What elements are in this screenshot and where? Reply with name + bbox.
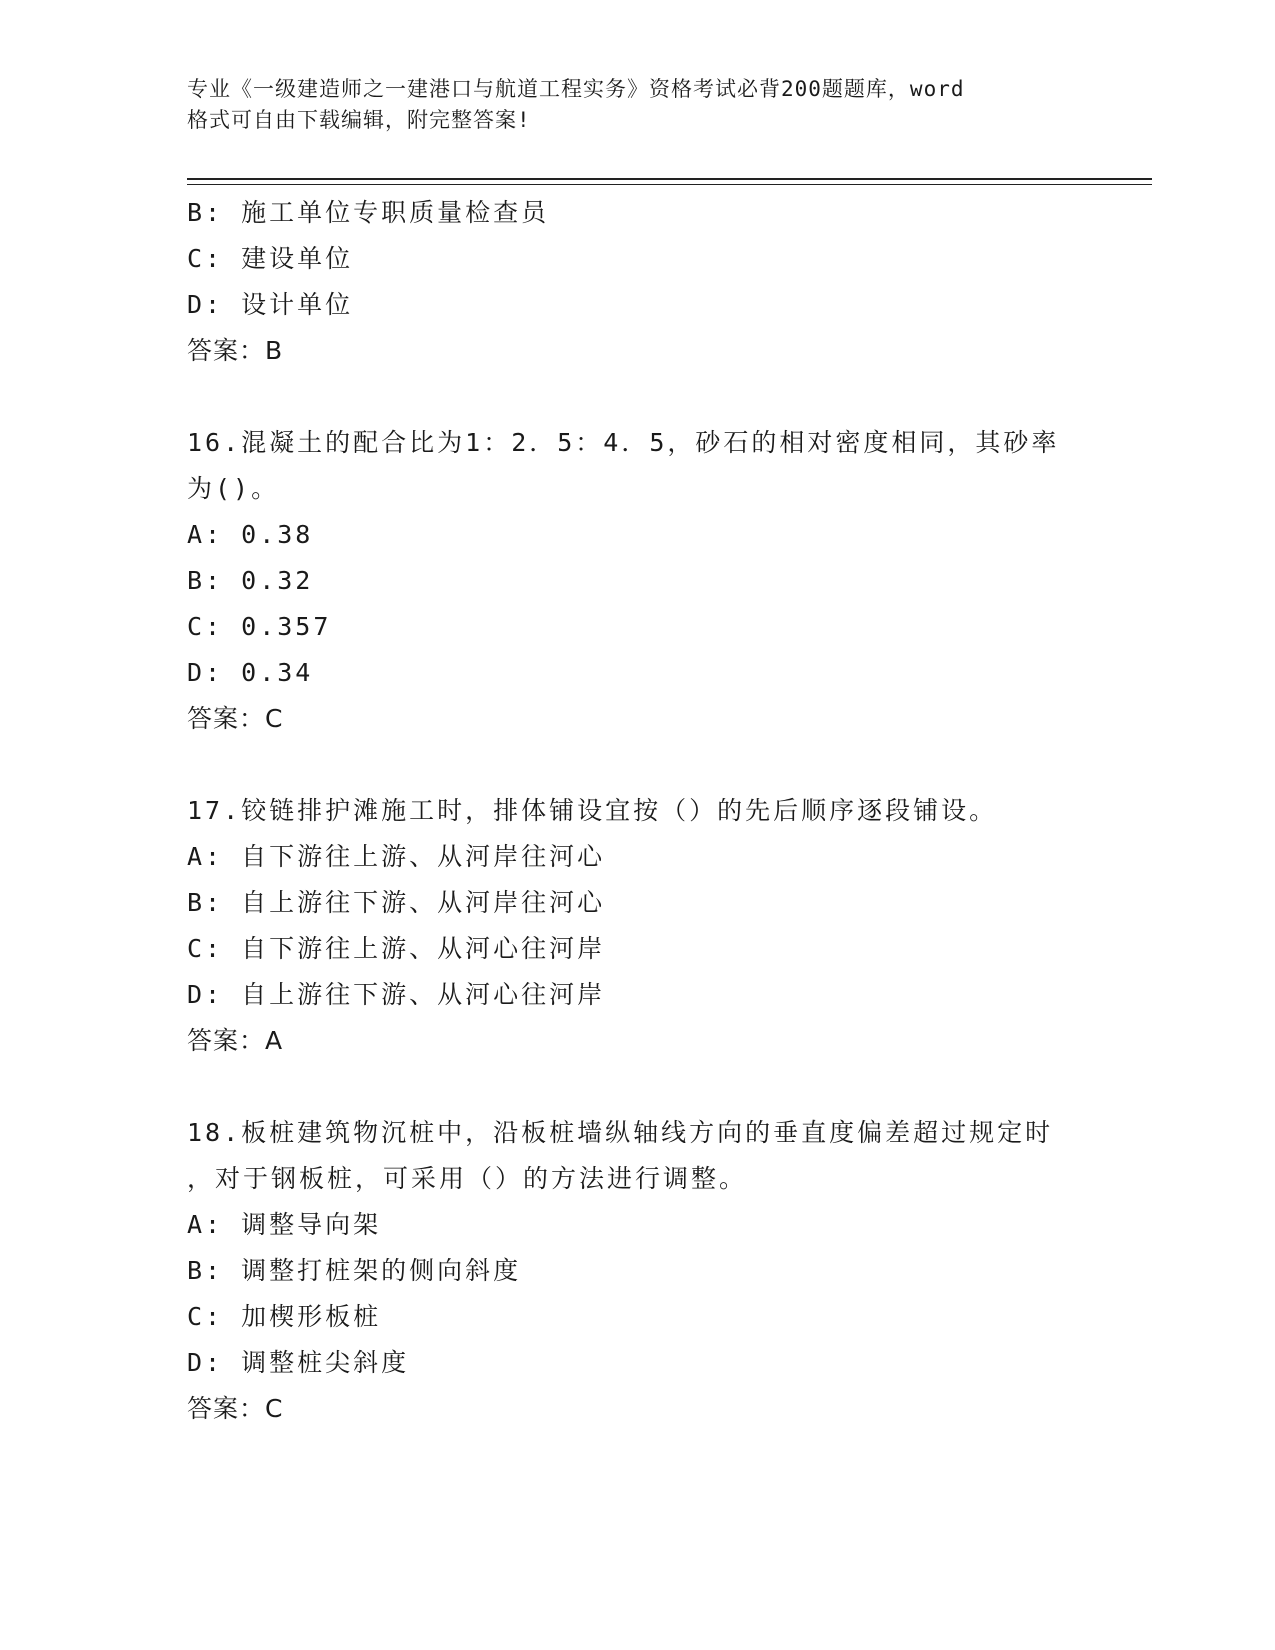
question-15-partial [187,190,1087,374]
option-b: B: 0.32 [187,566,314,595]
answer: 答案：A [187,1026,284,1055]
question-list [187,190,1087,1432]
answer: 答案：B [187,336,284,365]
spacer [187,1064,1087,1110]
option-c: C: 自下游往上游、从河心往河岸 [187,934,606,963]
option-d: D: 自上游往下游、从河心往河岸 [187,980,606,1009]
option-b: B: 自上游往下游、从河岸往河心 [187,888,606,917]
answer: 答案：C [187,1394,284,1423]
spacer [187,374,1087,420]
document-header [187,74,1087,136]
option-d: D: 0.34 [187,658,314,687]
option-c: C: 0.357 [187,612,332,641]
question-stem-line-2: ，对于钢板桩，可采用（）的方法进行调整。 [187,1164,748,1193]
option-a: A: 调整导向架 [187,1210,382,1239]
option-c: C: 加楔形板桩 [187,1302,382,1331]
question-stem-line-2: 为()。 [187,474,280,503]
option-a: A: 0.38 [187,520,314,549]
header-divider-thick [187,178,1152,180]
question-18 [187,1110,1087,1432]
header-line-2: 格式可自由下载编辑，附完整答案! [187,108,531,132]
option-d: D: 设计单位 [187,290,354,319]
header-line-1: 专业《一级建造师之一建港口与航道工程实务》资格考试必背200题题库，word [187,77,965,101]
option-b: B: 施工单位专职质量检查员 [187,198,550,227]
spacer [187,742,1087,788]
header-divider-thin [187,184,1152,185]
option-a: A: 自下游往上游、从河岸往河心 [187,842,606,871]
question-17 [187,788,1087,1064]
option-d: D: 调整桩尖斜度 [187,1348,410,1377]
question-16 [187,420,1087,742]
question-stem-line-1: 17.铰链排护滩施工时，排体铺设宜按（）的先后顺序逐段铺设。 [187,796,998,825]
question-stem-line-1: 16.混凝土的配合比为1：2．5：4．5，砂石的相对密度相同，其砂率 [187,428,1060,457]
answer: 答案：C [187,704,284,733]
option-b: B: 调整打桩架的侧向斜度 [187,1256,522,1285]
question-stem-line-1: 18.板桩建筑物沉桩中，沿板桩墙纵轴线方向的垂直度偏差超过规定时 [187,1118,1054,1147]
option-c: C: 建设单位 [187,244,354,273]
